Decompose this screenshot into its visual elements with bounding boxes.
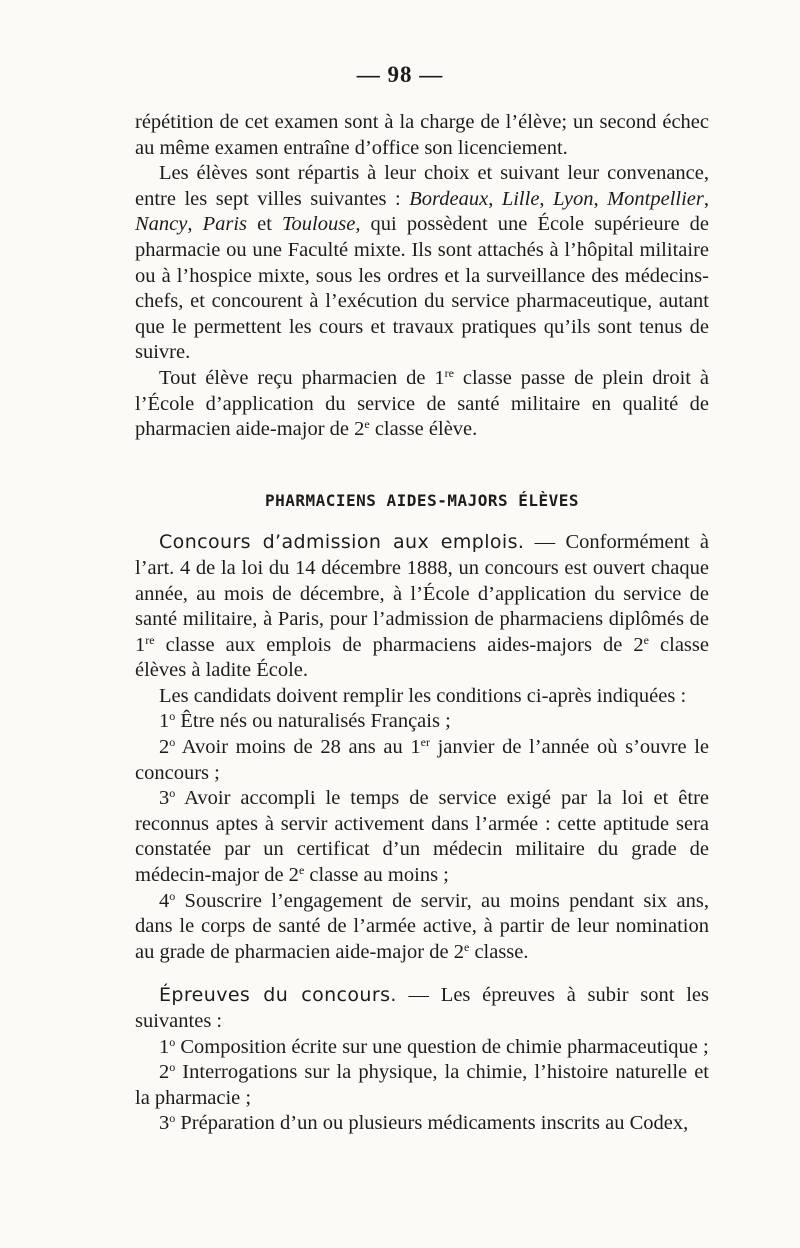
paragraph-concours: Concours d’admission aux emplois. — Conformément à l’art. 4 de la loi du 14 décembre 1888, un concours est ouvert chaque année, au mois de décembre, à l’École d’application du service de santé militaire, à Paris, pour l’admission de pharmaciens diplômés de 1re classe aux emplois de pharmaciens aides-majors de 2e classe élèves à ladite École. [135,531,709,682]
epreuves-subheading: Épreuves du concours. [159,984,397,1007]
epreuve-item-2: 2$^o$ Interrogations sur la physique, la chimie, l’histoire naturelle et la pharmacie ; [135,1060,709,1109]
paragraph-epreuves: Épreuves du concours. — Les épreuves à subir sont les suivantes : [135,984,709,1032]
condition-item-1: 1$^o$ Être nés ou naturalisés Français ; [159,709,451,733]
page-body [135,110,709,1137]
paragraph-conditions-intro: Les candidats doivent remplir les conditions ci-après indiquées : [159,684,687,707]
city-lille: Lille [501,187,540,210]
paragraph-examen: répétition de cet examen sont à la charge de l’élève; un second échec au même examen entraîne d’office son licenciement. [135,111,709,159]
condition-item-2: 2$^o$ Avoir moins de 28 ans au 1er janvier de l’année où s’ouvre le concours ; [135,735,709,784]
paragraph-eleve-recu: Tout élève reçu pharmacien de 1re classe passe de plein droit à l’École d’application du service de santé militaire en qualité de pharmacien aide-major de 2e classe élève. [135,365,709,441]
city-nancy: Nancy [135,213,188,236]
city-montpellier: Montpellier [607,187,704,210]
condition-item-3: 3$^o$ Avoir accompli le temps de service exigé par la loi et être reconnus aptes à servir activement dans l’armée : cette aptitude sera constatée par un certificat d’un médecin militaire du grade de médecin-major de 2e classe au moins ; [135,786,709,887]
city-paris: Paris [202,213,248,236]
concours-subheading: Concours d’admission aux emplois. [159,531,525,554]
paragraph-repartition: Les élèves sont répartis à leur choix et suivant leur convenance, entre les sept villes suivantes : Bordeaux, Lille, Lyon, Montpellier, Nancy, Paris et Toulouse, qui possèdent une École supérieure de pharmacie ou une Faculté mixte. Ils sont attachés à l’hôpital militaire ou à l’hospice mixte, sous les ordres et la surveillance des médecins-chefs, et concourent à l’exécution du service pharmaceutique, autant que le permettent les cours et travaux pratiques qu’ils sont tenus de suivre. [135,162,710,364]
page-number: — 98 — [356,62,444,87]
city-lyon: Lyon [553,187,594,210]
epreuve-item-1: 1$^o$ Composition écrite sur une question de chimie pharmaceutique ; [159,1034,709,1058]
epreuve-item-3: 3$^o$ Préparation d’un ou plusieurs médicaments inscrits au Codex, [159,1111,689,1135]
condition-item-4: 4$^o$ Souscrire l’engagement de servir, au moins pendant six ans, dans le corps de santé de l’armée active, à partir de leur nomination au grade de pharmacien aide-major de 2e classe. [135,888,709,963]
city-bordeaux: Bordeaux [409,187,489,210]
city-toulouse: Toulouse [282,213,356,236]
section-heading: PHARMACIENS AIDES-MAJORS ÉLÈVES [264,490,580,510]
